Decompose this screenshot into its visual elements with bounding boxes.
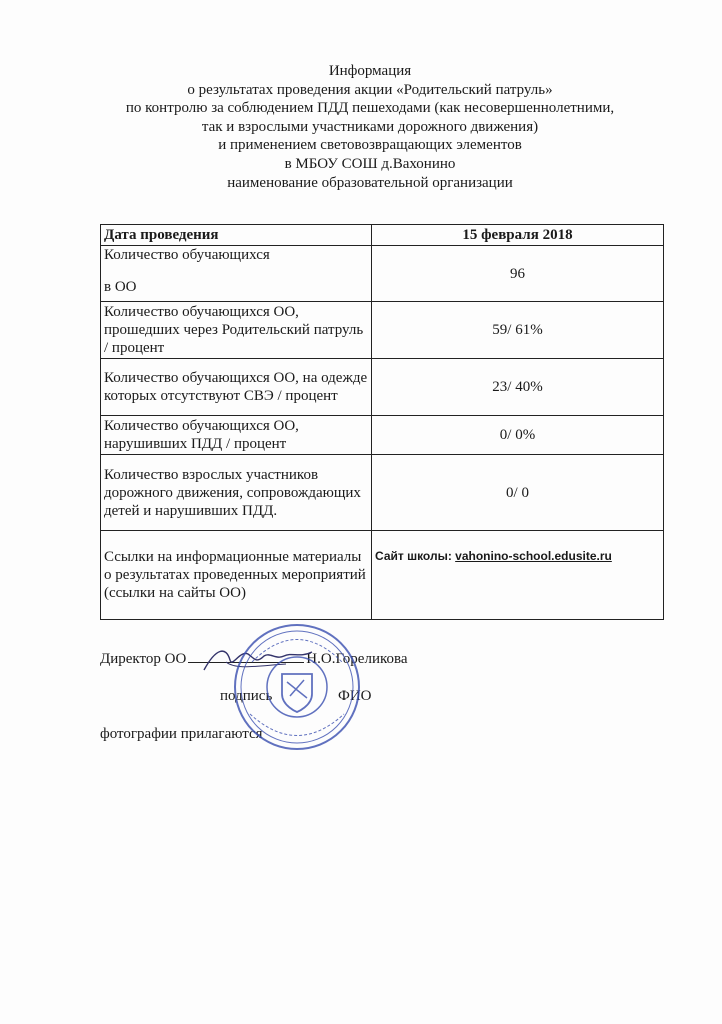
date-label: Дата проведения [101, 225, 372, 246]
document-header [70, 62, 670, 192]
director-name: Н.О.Гореликова [306, 651, 408, 667]
row-label-line: в ОО [104, 279, 137, 295]
results-table [100, 224, 664, 620]
row-value: 0/ 0% [372, 416, 664, 455]
school-site-cell [372, 531, 664, 620]
table-header-row [101, 225, 664, 246]
header-line: по контролю за соблюдением ПДД пешеходами (как несовершеннолетними, [125, 100, 615, 117]
school-site-link[interactable]: vahonino-school.edusite.ru [455, 549, 612, 563]
table-row [101, 416, 664, 455]
row-value: 0/ 0 [372, 455, 664, 531]
row-label: Количество обучающихся ОО, на одежде которых отсутствуют СВЭ / процент [101, 359, 372, 416]
header-line: наименование образовательной организации [227, 174, 513, 191]
row-label-line: Количество обучающихся [104, 247, 270, 263]
row-label: Ссылки на информационные материалы о результатах проведенных мероприятий (ссылки на сайты ОО) [101, 531, 372, 620]
table-row [101, 246, 664, 302]
header-line: в МБОУ СОШ д.Вахонино [284, 155, 456, 172]
header-line: о результатах проведения акции «Родительский патруль» [187, 81, 553, 98]
header-line: так и взрослыми участниками дорожного движения) [201, 118, 539, 135]
header-line: и применением световозвращающих элементов [218, 137, 522, 154]
row-value: 23/ 40% [372, 359, 664, 416]
fio-caption: ФИО [338, 688, 372, 704]
row-value: 96 [372, 246, 664, 302]
site-prefix: Сайт школы: [375, 549, 456, 563]
date-value: 15 февраля 2018 [372, 225, 664, 246]
row-label: Количество обучающихся ОО, нарушивших ПДД / процент [101, 416, 372, 455]
signature-caption: подпись [220, 688, 273, 704]
official-stamp [232, 622, 362, 752]
table-row [101, 359, 664, 416]
row-label [101, 246, 372, 302]
table-row [101, 531, 664, 620]
photos-note: фотографии прилагаются [100, 726, 263, 742]
table-row [101, 455, 664, 531]
table-row [101, 302, 664, 359]
row-label: Количество взрослых участников дорожного движения, сопровождающих детей и нарушивших ПДД. [101, 455, 372, 531]
director-label: Директор ОО [100, 651, 187, 667]
row-label: Количество обучающихся ОО, прошедших через Родительский патруль / процент [101, 302, 372, 359]
row-value: 59/ 61% [372, 302, 664, 359]
header-title: Информация [328, 63, 412, 79]
